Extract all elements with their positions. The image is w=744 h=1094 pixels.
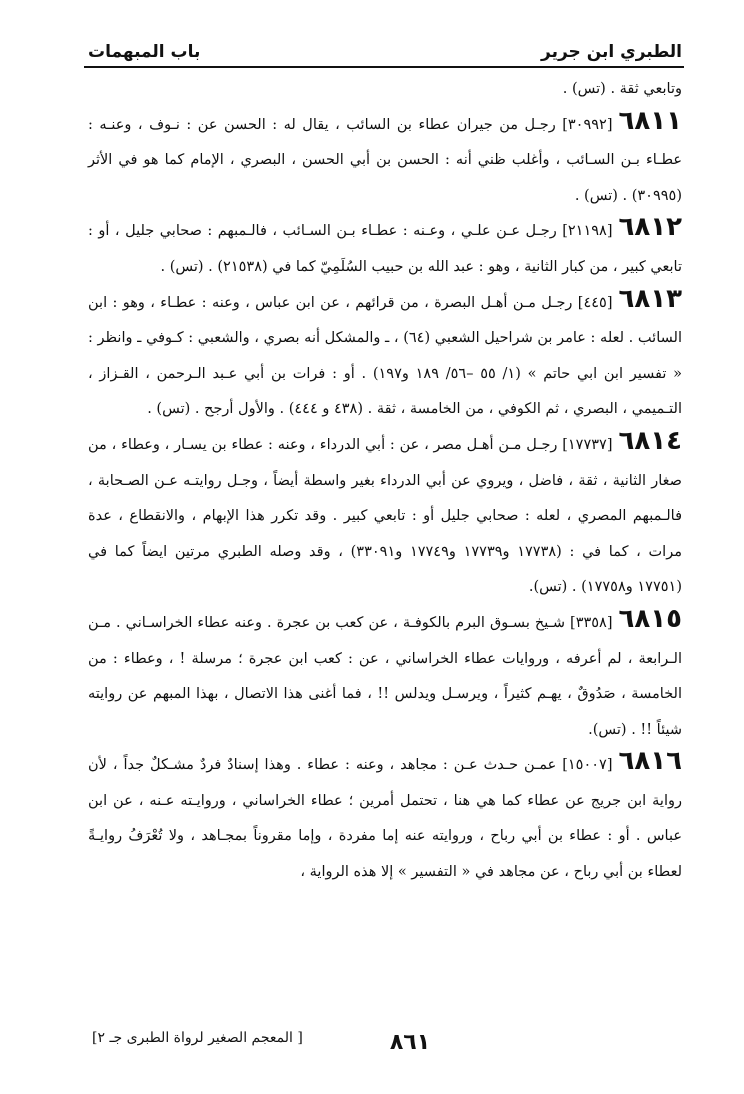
entry-6814 [88, 425, 682, 606]
book-title: الطبري ابن جرير [541, 42, 682, 62]
entry-6811 [88, 105, 682, 215]
entry-6812 [88, 214, 682, 285]
entry-text: [٣٣٥٨] شـيخ بسـوق البرم بالكوفـة ، عن كعب بن عجرة . وعنه عطاء الخراسـاني . مـن الـرابعة ، لم أعرفه ، وروايات عطاء الخراساني ، عن : كعب ابن عجرة ؛ مرسلة ! ، وعطاء : من الخامسة ، صَدُوقٌ ، يهـم كثيراً ، ويرسـل ويدلس !! ، فما أغنى هذا الاتصال ، بهذا المبهم عن روايته شيئاً !! . (تس). [88, 614, 682, 738]
entry-text: [١٧٧٣٧] رجـل مـن أهـل مصر ، عن : أبي الدرداء ، وعنه : عطاء بن يسـار ، وعطاء ، من صغار الثانية ، ثقة ، فاضل ، ويروي عن أبي الدرداء بغير واسطة أيضاً ، وجـل روايتـه عـن الصـحابة ، فالـمبهم المصري ، لعله : صحابي جليل أو : تابعي كبير . وقد تكرر هذا الإبهام ، والانقطاع ، عدة مرات ، كما في : (١٧٧٣٨ و١٧٧٣٩ و١٧٧٤٩ و٣٣٠٩١) ، وقد وصله الطبري مرتين ايضاً كما في (١٧٧٥١ و١٧٧٥٨) . (تس). [88, 436, 682, 596]
entry-6816 [88, 748, 682, 890]
page-body [88, 72, 682, 891]
entry-number: ٦٨١١ [618, 105, 682, 136]
series-title: [ المعجم الصغير لرواة الطبرى جـ ٢] [92, 1030, 303, 1046]
continuation-line: وتابعي ثقة . (تس) . [562, 81, 682, 97]
page-number: ٨٦١ [389, 1030, 431, 1055]
chapter-title: باب المبهمات [88, 42, 201, 62]
entry-number: ٦٨١٣ [618, 283, 682, 314]
header-rule [84, 66, 684, 68]
entry-text: [٤٤٥] رجـل مـن أهـل البصرة ، من قرائهم ، عن ابن عباس ، وعنه : عطـاء ، وهو : ابن السائب . لعله : عامر بن شراحيل الشعبي (٦٤) ، ـ والمشكل أنه بصري ، والشعبي : كـوفي ـ وانظر : « تفسير ابن ابي حاتم » (١/ ٥٥ –٥٦/ ١٨٩ و١٩٧) . أو : فرات بن أبي عـبد الـرحمن ، القـزاز ، التـميمي ، البصري ، ثم الكوفي ، من الخامسة ، ثقة . (٤٣٨ و ٤٤٤) . والأول أرجح . (تس) . [88, 294, 683, 418]
entry-number: ٦٨١٤ [618, 425, 682, 456]
entry-6815 [88, 603, 682, 748]
entry-text: [١٥٠٠٧] عمـن حـدث عـن : مجاهد ، وعنه : عطاء . وهذا إسنادٌ فردٌ مشـكلٌ جداً ، لأن رواية ابن جريج عن عطاء كما هي هنا ، تحتمل أمرين ؛ عطاء الخراساني ، وروايـته عـنه ، عن ابن عباس . أو : عطاء بن أبي رباح ، وروايته عنه إما مفردة ، وإما مقروناً بمجـاهد ، ولا تُعْرَفُ روايـةً لعطاء بن أبي رباح ، عن مجاهد في « التفسير » إلا هذه الرواية ، [88, 757, 682, 881]
entry-number: ٦٨١٢ [618, 212, 682, 243]
entry-number: ٦٨١٥ [618, 603, 682, 634]
entry-number: ٦٨١٦ [618, 746, 682, 777]
entry-text: [٢١١٩٨] رجـل عـن علـي ، وعـنه : عطـاء بـن السـائب ، فالـمبهم : صحابي جليل ، أو : تابعي كبير ، من كبار الثانية ، وهو : عبد الله بن حبيب السُلَمِيّ كما في (٢١٥٣٨) . (تس) . [88, 223, 682, 275]
entry-text: [٣٠٩٩٢] رجـل من جيران عطاء بن السائب ، يقال له : الحسن عن : نـوف ، وعنـه : عطـاء بـن السـائب ، وأغلب ظني أنه : الحسن بن أبي الحسن ، البصري ، الإمام كما هو في الأثر (٣٠٩٩٥) . (تس) . [88, 116, 682, 204]
entry-6813 [88, 283, 683, 428]
running-head [88, 30, 682, 62]
